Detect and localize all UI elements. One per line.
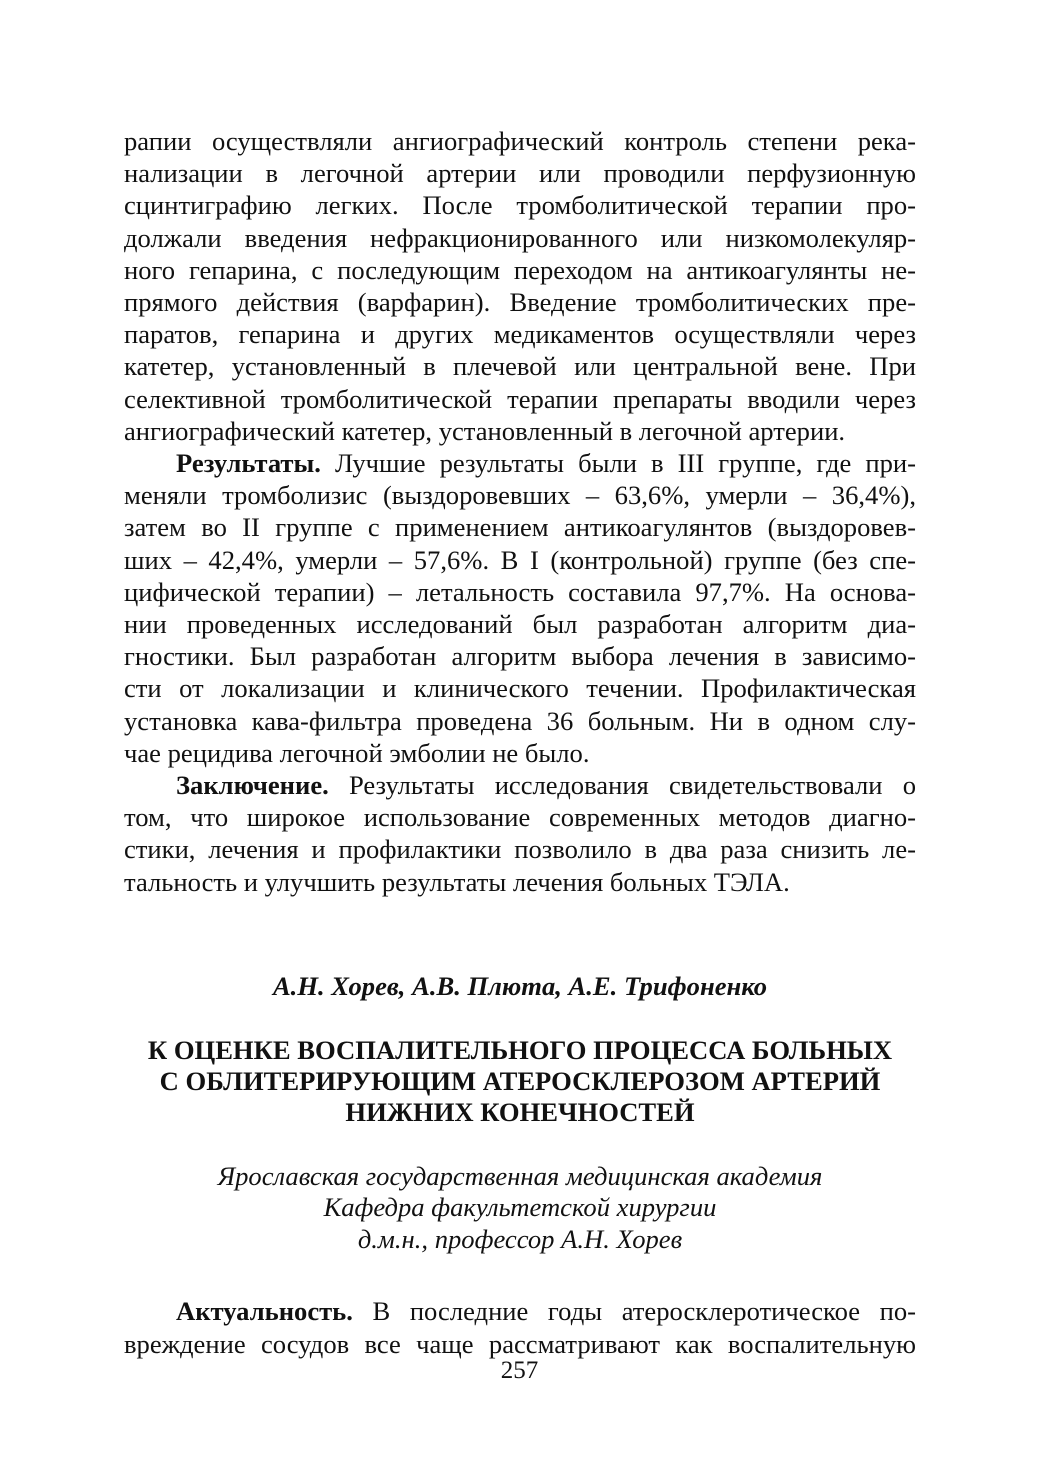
text-line: затем во II группе с применением антикоагулянтов (выздоровев- [124,512,916,543]
text-line [124,769,916,801]
text-line: ших – 42,4%, умерли – 57,6%. В I (контрольной) группе (без спе- [124,544,916,575]
conclusion-text: Результаты исследования свидетельствовали о [328,770,916,801]
text-line: меняли тромболизис (выздоровевших – 63,6%, умерли – 36,4%), [124,480,916,511]
relevance-paragraph [124,1295,916,1359]
text-line: установка кава-фильтра проведена 36 больным. Ни в одном слу- [124,705,916,736]
text-line: катетер, установленный в плечевой или центральной вене. При [124,351,916,382]
text-line: чае рецидива легочной эмболии не было. [124,737,590,768]
text-line: стики, лечения и профилактики позволило в два раза снизить ле- [124,834,916,865]
affiliation-line: Ярославская государственная медицинская академия [217,1160,823,1191]
conclusion-heading: Заключение. [176,770,329,801]
text-line: рапии осуществляли ангиографический контроль степени река- [124,126,916,156]
conclusion-paragraph [124,769,916,898]
results-text: Лучшие результаты были в III группе, где при- [320,448,916,479]
text-line [124,1295,916,1327]
affiliation-line: Кафедра факультетской хирургии [323,1192,717,1223]
title-line: С ОБЛИТЕРИРУЮЩИМ АТЕРОСКЛЕРОЗОМ АРТЕРИЙ [159,1065,881,1096]
article-title [124,1035,916,1128]
text-line: цифической терапии) – летальность составила 97,7%. На основа- [124,576,916,607]
text-line: том, что широкое использование современных методов диагно- [124,802,916,833]
text-line: тальность и улучшить результаты лечения больных ТЭЛА. [124,866,790,897]
text-line: нализации в легочной артерии или проводили перфузионную [124,158,916,189]
text-line: сцинтиграфию легких. После тромболитической терапии про- [124,190,916,221]
text-line: вреждение сосудов все чаще рассматривают как воспалительную [124,1328,916,1359]
text-line: гностики. Был разработан алгоритм выбора лечения в зависимо- [124,641,916,672]
affiliation-line: д.м.н., профессор А.Н. Хорев [357,1223,683,1254]
relevance-heading: Актуальность. [176,1296,353,1327]
text-line: должали введения нефракционированного или низкомолекуляр- [124,222,916,253]
text-line: ного гепарина, с последующим переходом на антикоагулянты не- [124,254,916,285]
article-affiliation [124,1161,916,1256]
relevance-text: В последние годы атеросклеротическое по- [352,1296,916,1327]
results-paragraph [124,447,916,769]
text-line [124,447,916,479]
methods-paragraph [124,125,916,447]
text-line: нии проведенных исследований был разработан алгоритм диа- [124,609,916,640]
title-line: НИЖНИХ КОНЕЧНОСТЕЙ [345,1096,695,1127]
page-number: 257 [500,1357,539,1384]
page-body [124,125,916,1360]
title-line: К ОЦЕНКЕ ВОСПАЛИТЕЛЬНОГО ПРОЦЕССА БОЛЬНЫХ [147,1034,893,1065]
article-authors: А.Н. Хорев, А.В. Плюта, А.Е. Трифоненко [272,970,768,1001]
results-heading: Результаты. [176,448,321,479]
text-line: паратов, гепарина и других медикаментов осуществляли через [124,319,916,350]
text-line: сти от локализации и клинического течении. Профилактическая [124,673,916,704]
text-line: ангиографический катетер, установленный в легочной артерии. [124,415,846,446]
text-line: селективной тромболитической терапии препараты вводили через [124,383,916,414]
text-line: прямого действия (варфарин). Введение тромболитических пре- [124,287,916,318]
